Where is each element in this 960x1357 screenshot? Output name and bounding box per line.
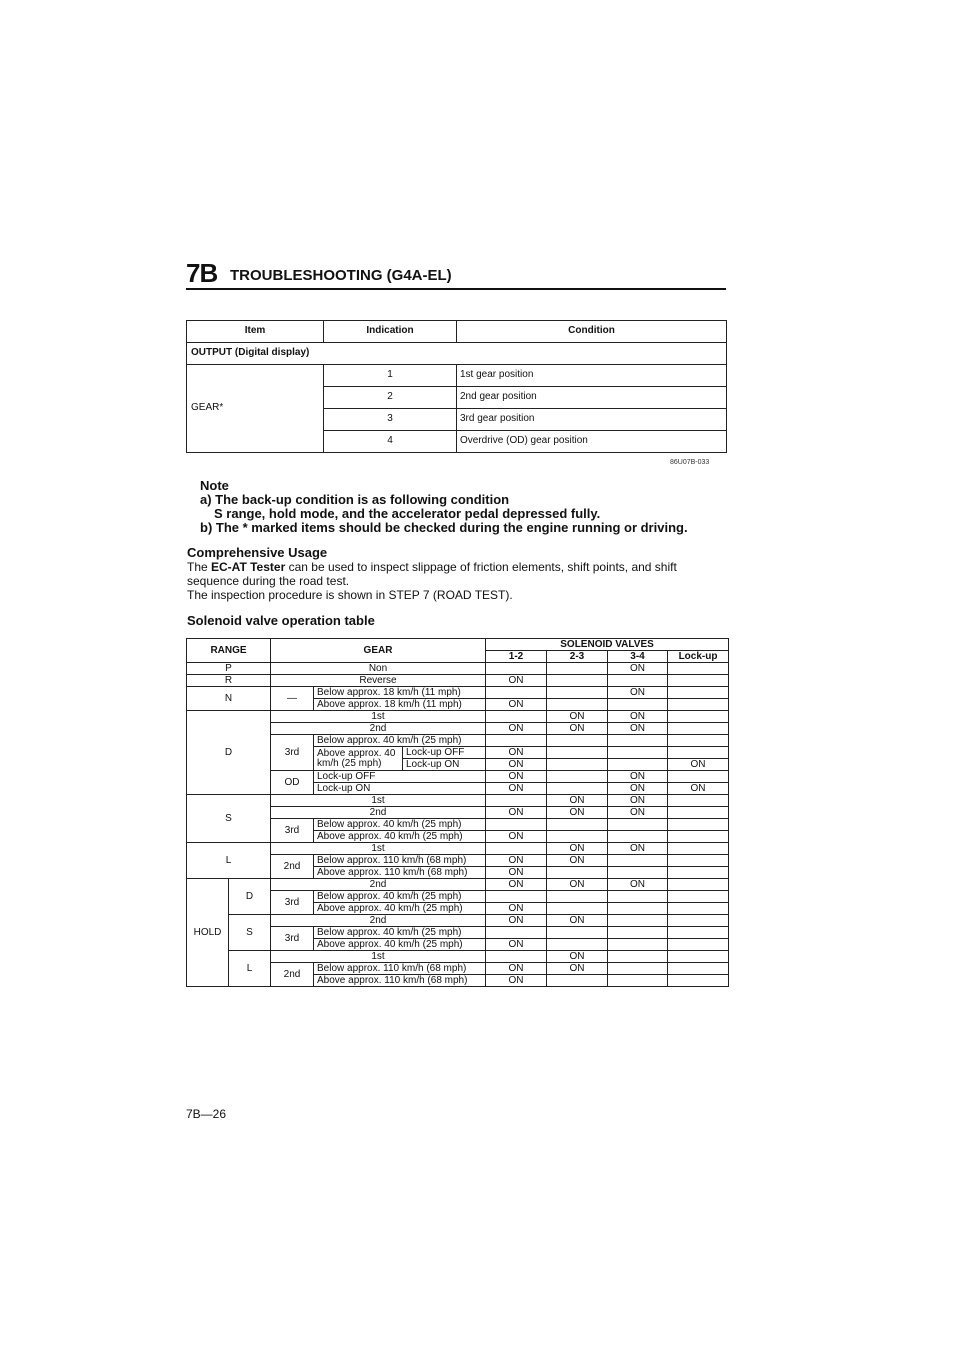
condition-cell: Overdrive (OD) gear position: [457, 431, 727, 453]
gear-cell: 2nd: [271, 855, 314, 879]
col-header-indication: Indication: [324, 321, 457, 343]
table-row: [187, 951, 729, 963]
gear-cell: OD: [271, 771, 314, 795]
col-header-gear: GEAR: [271, 639, 486, 663]
col-header-2-3: 2-3: [547, 651, 608, 663]
table-row: [187, 843, 729, 855]
valve-on: ON: [668, 759, 729, 771]
comprehensive-usage-heading: Comprehensive Usage: [187, 545, 328, 560]
range-cell: R: [187, 675, 271, 687]
note-block: [200, 479, 740, 535]
range-cell: S: [187, 795, 271, 843]
condition-cell: 3rd gear position: [457, 409, 727, 431]
col-header-condition: Condition: [457, 321, 727, 343]
condition-cell: Above approx. 40 km/h (25 mph): [314, 831, 486, 843]
note-line: b) The * marked items should be checked during the engine running or driving.: [200, 520, 688, 535]
valve-on: ON: [608, 687, 668, 699]
table-row: [187, 879, 729, 891]
valve-on: ON: [486, 759, 547, 771]
gear-cell: 2nd: [271, 879, 486, 891]
valve-on: ON: [486, 771, 547, 783]
valve-on: ON: [608, 795, 668, 807]
condition-cell: Below approx. 18 km/h (11 mph): [314, 687, 486, 699]
valve-on: ON: [486, 783, 547, 795]
comprehensive-usage-text: [187, 560, 732, 588]
table-row: [187, 663, 729, 675]
table-row: [187, 365, 727, 387]
comprehensive-usage-section: [187, 546, 732, 602]
valve-on: ON: [608, 879, 668, 891]
text-part: The: [187, 560, 212, 574]
col-header-3-4: 3-4: [608, 651, 668, 663]
gear-cell: —: [271, 687, 314, 711]
table-header-row: [187, 639, 729, 651]
valve-on: ON: [486, 915, 547, 927]
range-cell: P: [187, 663, 271, 675]
valve-on: ON: [486, 879, 547, 891]
tester-name: EC-AT Tester: [211, 560, 286, 574]
range-cell: L: [187, 843, 271, 879]
valve-on: ON: [608, 807, 668, 819]
table-row: [187, 687, 729, 699]
valve-on: ON: [608, 771, 668, 783]
gear-cell: 3rd: [271, 819, 314, 843]
figure-code: 86U07B-033: [670, 459, 710, 466]
comprehensive-usage-text2: The inspection procedure is shown in STEP 7 (ROAD TEST).: [187, 588, 513, 602]
condition-cell: Below approx. 110 km/h (68 mph): [314, 963, 486, 975]
page-number: 7B—26: [186, 1107, 227, 1121]
lockup-cell: Lock-up ON: [314, 783, 486, 795]
col-header-item: Item: [187, 321, 324, 343]
valve-on: ON: [547, 855, 608, 867]
condition-cell: 1st gear position: [457, 365, 727, 387]
range-cell: N: [187, 687, 271, 711]
lockup-cell: Lock-up OFF: [403, 747, 486, 759]
condition-cell: Below approx. 40 km/h (25 mph): [314, 927, 486, 939]
gear-cell: 1st: [271, 795, 486, 807]
valve-on: ON: [486, 903, 547, 915]
valve-on: ON: [547, 711, 608, 723]
table-row: [187, 711, 729, 723]
valve-on: ON: [486, 699, 547, 711]
condition-cell: Above approx. 110 km/h (68 mph): [314, 867, 486, 879]
valve-on: ON: [547, 807, 608, 819]
gear-cell: 2nd: [271, 963, 314, 987]
valve-on: ON: [547, 915, 608, 927]
valve-on: ON: [486, 855, 547, 867]
note-title: Note: [200, 478, 229, 493]
valve-on: ON: [608, 723, 668, 735]
gear-cell: 1st: [271, 711, 486, 723]
lockup-cell: Lock-up OFF: [314, 771, 486, 783]
table-header-row: [187, 321, 727, 343]
valve-on: ON: [547, 879, 608, 891]
table-row: [187, 795, 729, 807]
valve-on: ON: [486, 963, 547, 975]
col-header-range: RANGE: [187, 639, 271, 663]
gear-cell: Reverse: [271, 675, 486, 687]
section-row: [187, 343, 727, 365]
chapter-number: 7B: [186, 258, 218, 288]
condition-cell: Above approx. 40 km/h (25 mph): [314, 903, 486, 915]
condition-cell: Above approx. 40 km/h (25 mph): [314, 939, 486, 951]
gear-cell: 1st: [271, 951, 486, 963]
valve-on: ON: [486, 939, 547, 951]
range-cell: D: [187, 711, 271, 795]
valve-on: ON: [486, 747, 547, 759]
valve-on: ON: [547, 795, 608, 807]
condition-cell: Below approx. 40 km/h (25 mph): [314, 819, 486, 831]
gear-cell: 2nd: [271, 807, 486, 819]
table-row: [187, 915, 729, 927]
gear-cell: 3rd: [271, 927, 314, 951]
item-gear-label: GEAR*: [187, 365, 324, 453]
condition-cell: Above approx. 40 km/h (25 mph): [314, 747, 403, 771]
solenoid-valve-table: [186, 638, 729, 987]
indication-cell: 4: [324, 431, 457, 453]
valve-on: ON: [486, 867, 547, 879]
valve-on: ON: [547, 723, 608, 735]
valve-on: ON: [608, 711, 668, 723]
condition-cell: Above approx. 18 km/h (11 mph): [314, 699, 486, 711]
valve-on: ON: [608, 783, 668, 795]
valve-on: ON: [486, 831, 547, 843]
condition-cell: Above approx. 110 km/h (68 mph): [314, 975, 486, 987]
valve-on: ON: [668, 783, 729, 795]
indication-cell: 1: [324, 365, 457, 387]
valve-on: ON: [547, 963, 608, 975]
solenoid-table-title: Solenoid valve operation table: [187, 613, 375, 628]
gear-cell: 3rd: [271, 735, 314, 771]
valve-on: ON: [547, 843, 608, 855]
condition-cell: 2nd gear position: [457, 387, 727, 409]
col-header-solenoid-valves: SOLENOID VALVES: [486, 639, 729, 651]
table-row: [187, 675, 729, 687]
condition-cell: Below approx. 40 km/h (25 mph): [314, 735, 486, 747]
valve-on: ON: [486, 975, 547, 987]
gear-cell: 3rd: [271, 891, 314, 915]
gear-cell: 1st: [271, 843, 486, 855]
valve-on: ON: [608, 663, 668, 675]
note-line: a) The back-up condition is as following condition: [200, 492, 510, 507]
note-line: S range, hold mode, and the accelerator pedal depressed fully.: [214, 506, 601, 521]
subrange-cell: L: [229, 951, 271, 987]
section-output-label: OUTPUT (Digital display): [187, 343, 727, 365]
valve-on: ON: [486, 675, 547, 687]
col-header-1-2: 1-2: [486, 651, 547, 663]
chapter-title: TROUBLESHOOTING (G4A-EL): [230, 267, 452, 284]
gear-cell: 2nd: [271, 723, 486, 735]
col-header-lockup: Lock-up: [668, 651, 729, 663]
indication-cell: 3: [324, 409, 457, 431]
condition-cell: Below approx. 40 km/h (25 mph): [314, 891, 486, 903]
indication-cell: 2: [324, 387, 457, 409]
text-part: can be used to inspect slippage of friction elements, shift points, and shift sequence during the road test.: [187, 560, 677, 588]
valve-on: ON: [547, 951, 608, 963]
condition-cell: Below approx. 110 km/h (68 mph): [314, 855, 486, 867]
gear-cell: Non: [271, 663, 486, 675]
lockup-cell: Lock-up ON: [403, 759, 486, 771]
range-cell: HOLD: [187, 879, 229, 987]
subrange-cell: S: [229, 915, 271, 951]
gear-cell: 2nd: [271, 915, 486, 927]
valve-on: ON: [486, 807, 547, 819]
valve-on: ON: [608, 843, 668, 855]
page-header: [186, 258, 726, 290]
subrange-cell: D: [229, 879, 271, 915]
valve-on: ON: [486, 723, 547, 735]
output-indication-table: [186, 320, 727, 453]
